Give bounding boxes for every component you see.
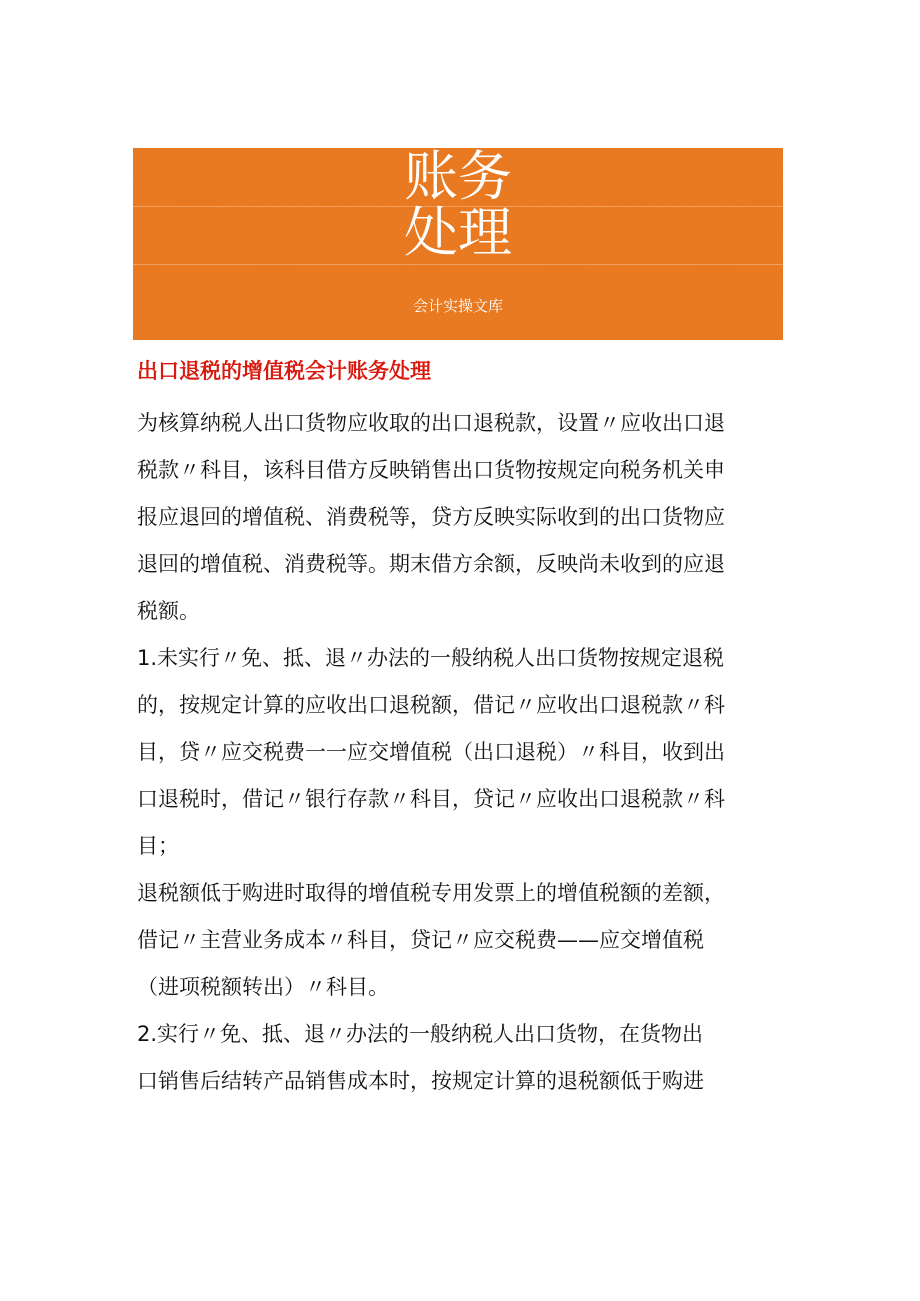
text-line: 口退税时，借记〃银行存款〃科目，贷记〃应收出口退税款〃科 — [137, 787, 725, 811]
text-line: 税款〃科目，该科目借方反映销售出口货物按规定向税务机关申 — [137, 458, 725, 482]
text-line: 税额。 — [137, 599, 200, 623]
text-line: 退回的增值税、消费税等。期末借方余额，反映尚未收到的应退 — [137, 552, 725, 576]
text-line: 目，贷〃应交税费一一应交增值税（出口退税）〃科目，收到出 — [137, 740, 725, 764]
banner-divider — [133, 264, 783, 265]
article-heading: 出口退税的增值税会计账务处理 — [137, 359, 431, 383]
banner-title-line1: 账务 — [404, 148, 512, 208]
article-body — [137, 400, 787, 1105]
paragraph-difference — [137, 870, 787, 1011]
banner-title-line2: 处理 — [404, 201, 512, 264]
text-line: （进项税额转出）〃科目。 — [137, 975, 389, 999]
text-line: 借记〃主营业务成本〃科目，贷记〃应交税费——应交增值税 — [137, 928, 704, 952]
paragraph-item-2 — [137, 1011, 787, 1105]
text-line: 报应退回的增值税、消费税等，贷方反映实际收到的出口货物应 — [137, 505, 725, 529]
text-line: 的，按规定计算的应收出口退税额，借记〃应收出口退税款〃科 — [137, 693, 725, 717]
text-line: 1.未实行〃免、抵、退〃办法的一般纳税人出口货物按规定退税 — [137, 646, 725, 670]
paragraph-intro — [137, 400, 787, 635]
paragraph-item-1 — [137, 635, 787, 870]
text-line: 为核算纳税人出口货物应收取的出口退税款，设置〃应收出口退 — [137, 411, 725, 435]
cover-banner — [133, 148, 783, 340]
text-line: 口销售后结转产品销售成本时，按规定计算的退税额低于购进 — [137, 1069, 704, 1093]
text-line: 目； — [137, 834, 179, 858]
text-line: 2.实行〃免、抵、退〃办法的一般纳税人出口货物，在货物出 — [137, 1022, 704, 1046]
text-line: 退税额低于购进时取得的增值税专用发票上的增值税额的差额， — [137, 881, 725, 905]
banner-subtitle: 会计实操文库 — [412, 297, 503, 315]
